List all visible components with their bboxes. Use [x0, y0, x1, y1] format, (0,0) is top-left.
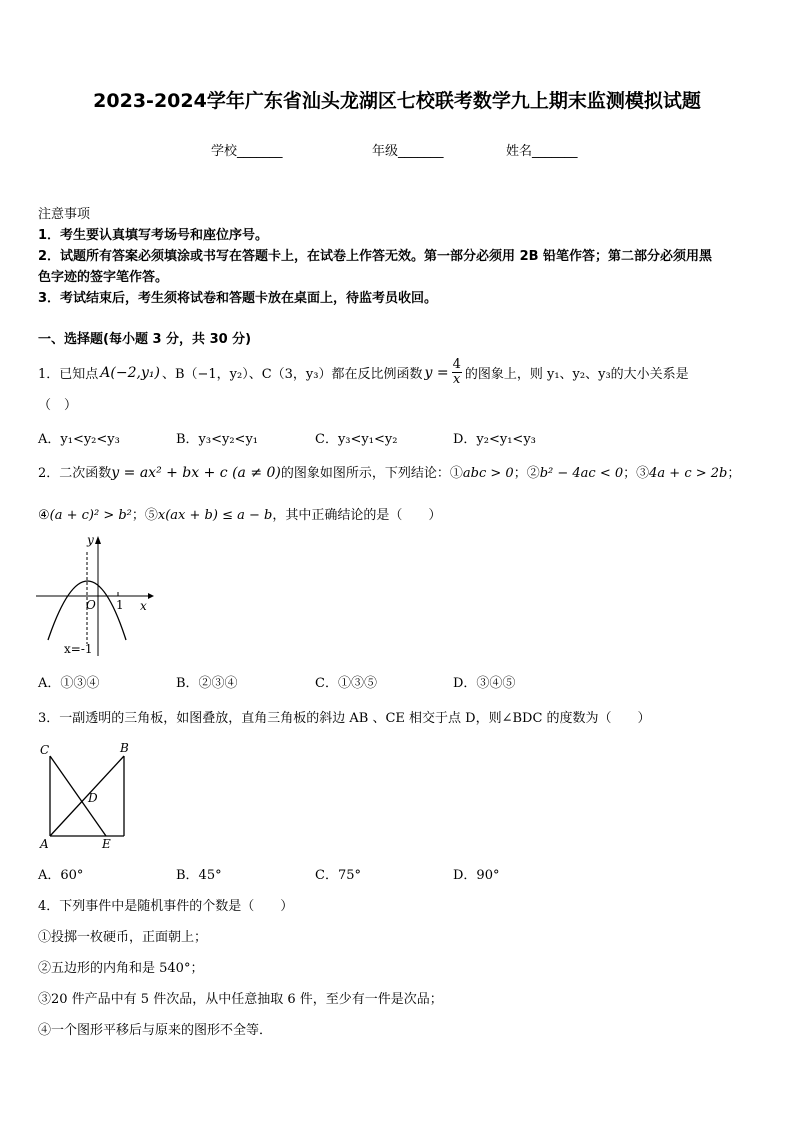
q1-fraction	[452, 358, 462, 387]
q2-option-d: D．③④⑤	[453, 676, 516, 691]
question-3: 3．一副透明的三角板，如图叠放，直角三角板的斜边 AB 、CE 相交于点 D，则∠BDC 的度数为（ ）	[38, 711, 651, 726]
q2-c4: (a + c)² > b²	[49, 508, 132, 523]
label-e: E	[102, 837, 111, 851]
q2-option-c: C．①③⑤	[315, 676, 377, 691]
axis-label: x=-1	[64, 642, 93, 656]
q1-option-c: C．y₃<y₁<y₂	[315, 432, 398, 447]
q4-item-3: ③20 件产品中有 5 件次品，从中任意抽取 6 件，至少有一件是次品；	[38, 992, 443, 1007]
q1-option-d: D．y₂<y₁<y₃	[453, 432, 536, 447]
question-2-line-1	[38, 462, 740, 481]
x-axis-arrow	[148, 593, 154, 599]
label-d: D	[88, 791, 98, 805]
one-label: 1	[116, 598, 124, 612]
school-field: 学校_______	[211, 144, 283, 159]
notice-item-1: 1．考生要认真填写考场号和座位序号。	[38, 228, 269, 243]
page-title: 2023-2024学年广东省汕头龙湖区七校联考数学九上期末监测模拟试题	[93, 90, 701, 112]
q3-option-b: B．45°	[176, 868, 222, 883]
q2-start: ④	[38, 508, 50, 523]
q2-sep1: ；②	[513, 466, 540, 481]
q1-option-b: B．y₃<y₂<y₁	[176, 432, 259, 447]
x-label: x	[140, 599, 147, 613]
label-c: C	[40, 743, 50, 757]
notice-heading: 注意事项	[38, 207, 91, 222]
q1-prefix: 1．已知点	[38, 367, 99, 382]
q3-option-c: C．75°	[315, 868, 361, 883]
q2-sep4: ；⑤	[131, 508, 158, 523]
q2-func: y = ax² + bx + c (a ≠ 0)	[111, 465, 281, 481]
q2-sep3: ；	[727, 466, 741, 481]
question-1	[38, 358, 689, 387]
q2-c3: 4a + c > 2b	[649, 466, 728, 481]
q2-option-a: A．①③④	[38, 676, 100, 691]
q3-triangle-figure	[36, 738, 136, 852]
q2-option-b: B．②③④	[176, 676, 238, 691]
grade-field: 年级_______	[372, 144, 444, 159]
q1-suffix: 的图象上，则 y₁、y₂、y₃的大小关系是	[464, 367, 689, 382]
question-2-line-2	[38, 504, 441, 523]
q2-c5: x(ax + b) ≤ a − b	[157, 508, 273, 523]
y-label: y	[87, 533, 94, 547]
y-axis-arrow	[95, 536, 101, 544]
origin-label: O	[86, 598, 96, 612]
q1-option-a: A．y₁<y₂<y₃	[38, 432, 120, 447]
q1-paren: （ ）	[38, 398, 78, 413]
q4-item-1: ①投掷一枚硬币，正面朝上；	[38, 930, 208, 945]
q4-item-4: ④一个图形平移后与原来的图形不全等．	[38, 1023, 273, 1038]
notice-item-3: 3．考试结束后，考生须将试卷和答题卡放在桌面上，待监考员收回。	[38, 291, 438, 306]
label-a: A	[40, 837, 49, 851]
q1-func-y: y =	[424, 364, 449, 381]
q3-option-d: D．90°	[453, 868, 500, 883]
edge-ab	[50, 756, 124, 836]
q2-c1: abc > 0	[462, 466, 514, 481]
notice-item-2: 2．试题所有答案必须填涂或书写在答题卡上，在试卷上作答无效。第一部分必须用 2B 铅笔作答；第二部分必须用黑	[38, 249, 713, 264]
name-field: 姓名_______	[506, 144, 578, 159]
notice-item-2-cont: 色字迹的签字笔作答。	[38, 270, 169, 285]
q2-sep2: ；③	[623, 466, 650, 481]
q2-end: ，其中正确结论的是（ ）	[272, 508, 442, 523]
q1-frac-den: x	[453, 372, 461, 387]
section-heading: 一、选择题(每小题 3 分，共 30 分)	[38, 332, 252, 347]
question-4: 4．下列事件中是随机事件的个数是（ ）	[38, 899, 294, 914]
q1-middle: 、B（−1，y₂）、C（3，y₃）都在反比例函数	[161, 367, 423, 382]
q1-point-a: A(−2,y₁)	[100, 364, 160, 381]
q2-c2: b² − 4ac < 0	[539, 466, 624, 481]
q4-item-2: ②五边形的内角和是 540°；	[38, 961, 204, 976]
q1-frac-num: 4	[452, 357, 461, 372]
q2-mid: 的图象如图所示，下列结论：①	[280, 466, 463, 481]
q2-parabola-graph	[36, 532, 156, 658]
label-b: B	[120, 741, 129, 755]
q2-prefix: 2．二次函数	[38, 466, 112, 481]
q3-option-a: A．60°	[38, 868, 84, 883]
